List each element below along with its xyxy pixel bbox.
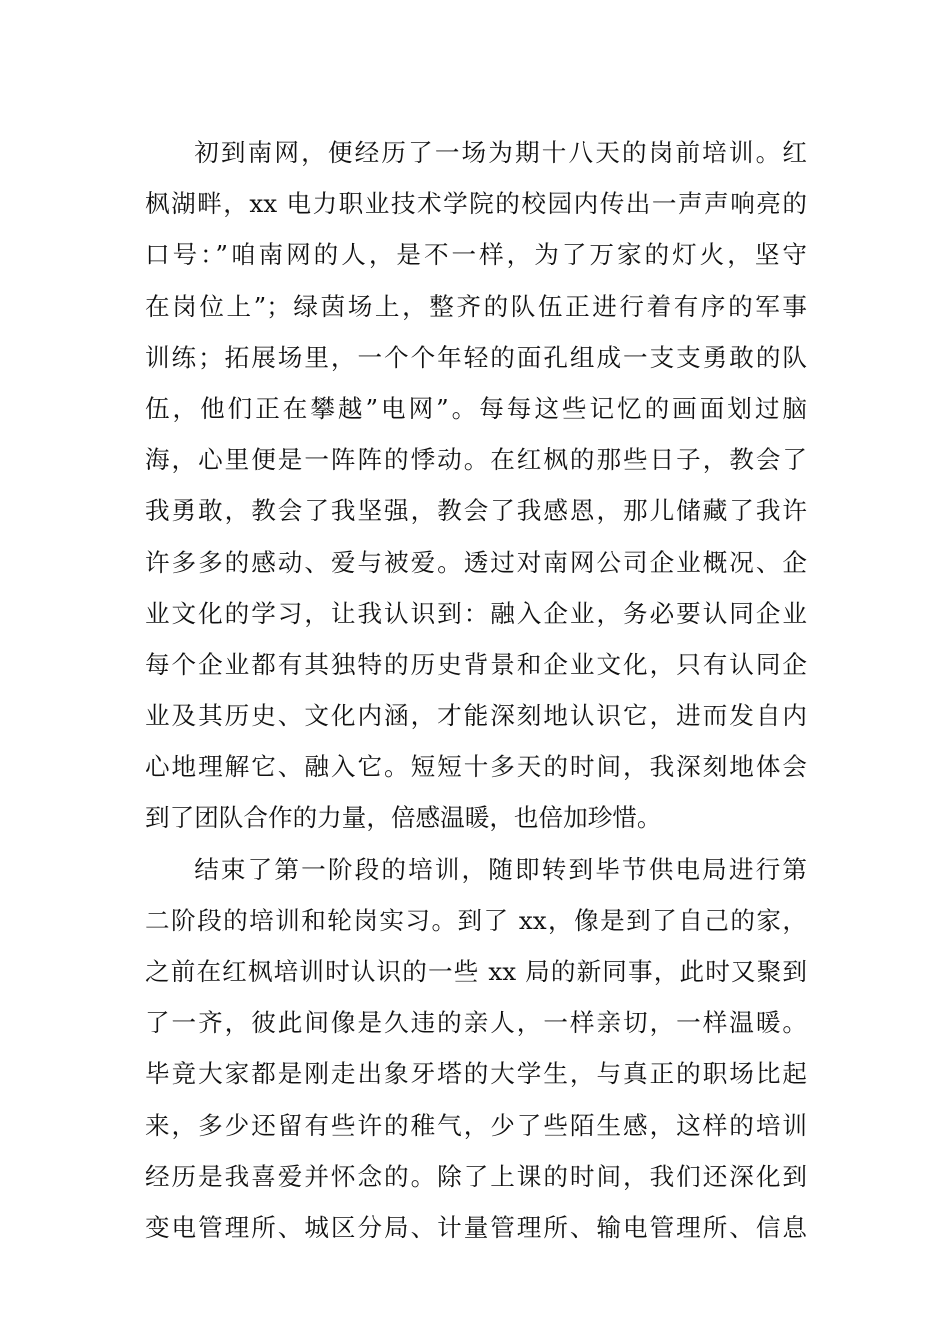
text-line: 经历是我喜爱并怀念的。除了上课的时间，我们还深化到 [145, 1161, 807, 1191]
text-line: 心地理解它、融入它。短短十多天的时间，我深刻地体会 [145, 752, 807, 782]
text-line: 到了团队合作的力量，倍感温暖，也倍加珍惜。 [145, 803, 662, 833]
text-line: 口号：”咱南网的人，是不一样，为了万家的灯火，坚守 [145, 240, 807, 270]
text-line: 许多多的感动、爱与被爱。透过对南网公司企业概况、企 [145, 547, 807, 577]
text-line: 海，心里便是一阵阵的悸动。在红枫的那些日子，教会了 [145, 445, 807, 475]
text-line: 伍，他们正在攀越”电网”。每每这些记忆的画面划过脑 [145, 393, 807, 423]
text-line: 初到南网，便经历了一场为期十八天的岗前培训。红 [194, 138, 807, 167]
text-line: 二阶段的培训和轮岗实习。到了 xx，像是到了自己的家， [145, 905, 807, 935]
text-line: 结束了第一阶段的培训，随即转到毕节供电局进行第 [194, 854, 807, 884]
text-line: 训练；拓展场里，一个个年轻的面孔组成一支支勇敢的队 [145, 342, 807, 372]
text-line: 每个企业都有其独特的历史背景和企业文化，只有认同企 [145, 649, 807, 679]
text-line: 了一齐，彼此间像是久违的亲人，一样亲切，一样温暖。 [145, 1008, 807, 1038]
body-text [145, 127, 807, 1253]
text-line: 我勇敢，教会了我坚强，教会了我感恩，那儿储藏了我许 [145, 496, 807, 526]
text-line: 业文化的学习，让我认识到：融入企业，务必要认同企业 [145, 598, 807, 628]
paragraph-2 [145, 844, 807, 1254]
text-line: 业及其历史、文化内涵，才能深刻地认识它，进而发自内 [145, 701, 807, 731]
text-line: 枫湖畔，xx 电力职业技术学院的校园内传出一声声响亮的 [145, 189, 807, 219]
paragraph-1 [145, 127, 807, 844]
text-line: 之前在红枫培训时认识的一些 xx 局的新同事，此时又聚到 [145, 957, 807, 986]
text-line: 在岗位上”；绿茵场上，整齐的队伍正进行着有序的军事 [145, 291, 807, 321]
text-line: 毕竟大家都是刚走出象牙塔的大学生，与真正的职场比起 [145, 1059, 807, 1089]
text-line: 变电管理所、城区分局、计量管理所、输电管理所、信息 [145, 1212, 807, 1242]
text-line: 来，多少还留有些许的稚气，少了些陌生感，这样的培训 [145, 1110, 807, 1140]
